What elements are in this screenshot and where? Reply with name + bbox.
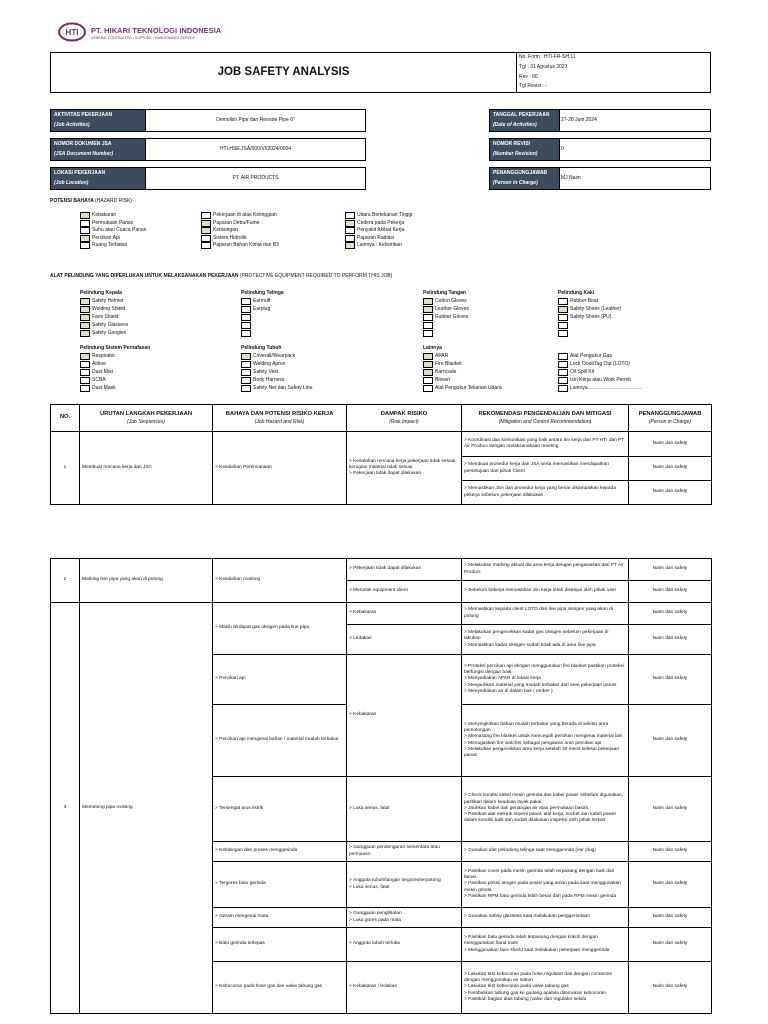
checkbox-label: Lock Oout/Tag Out (LOTO) <box>570 361 630 367</box>
location-sublabel: (Job Location) <box>54 180 89 187</box>
pic-cell: Naim dan safety <box>629 655 712 705</box>
activity-sublabel: (Job Activities) <box>54 122 90 129</box>
checkbox[interactable] <box>423 353 433 360</box>
checkbox[interactable] <box>241 298 251 305</box>
checkbox[interactable] <box>345 242 355 249</box>
checkbox[interactable] <box>423 330 433 337</box>
company-logo <box>58 22 88 42</box>
checkbox[interactable] <box>80 220 90 227</box>
docno-label-box <box>50 138 146 161</box>
checkbox-label: Percikan Api <box>92 234 120 241</box>
date-label: TANGGAL PEKERJAAN <box>493 112 550 118</box>
location-label: LOKASI PEKERJAAN <box>54 170 106 176</box>
checkbox[interactable] <box>241 314 251 321</box>
impact-cell: > Kebakaran <box>347 603 462 625</box>
checkbox[interactable] <box>423 369 433 376</box>
mitigation-cell: > Pastikan batu gerinda telah terpasang dengan kokoh dengan menggunakan hand tools > Menggunakan face shield saat melakukan pekerjaan menggerinda <box>462 928 629 962</box>
row-number: 1 <box>51 432 80 505</box>
checkbox[interactable] <box>558 330 568 337</box>
pic-cell: Naim dan safety <box>629 559 712 581</box>
pic-cell: Naim dan safety <box>629 625 712 655</box>
impact-cell: > Kebakaran <box>347 655 462 777</box>
hazard-cell: > Batu gerinda terlepas <box>213 928 347 962</box>
job-step: Memotong pipa existing <box>80 603 213 1014</box>
pic-cell: Naim dan safety <box>629 908 712 928</box>
hazard-cell: > Percikan api <box>213 655 347 705</box>
checkbox-label: Alat Pengukur Gas <box>570 353 612 359</box>
checkbox[interactable] <box>80 330 90 337</box>
form-revision: Rev : 00 <box>519 73 538 80</box>
hazard-cell: > Kebisingan dari proses menggerinda <box>213 842 347 862</box>
pic-cell: Naim dan safety <box>629 603 712 625</box>
checkbox-label: Ruang Terbatas <box>92 242 128 248</box>
checkbox-label: Blower <box>435 377 451 383</box>
revno-label-box <box>489 138 560 161</box>
checkbox-label: Safety Vest <box>253 369 279 375</box>
row-number: 2 <box>51 559 80 603</box>
mitigation-cell: > Gunakan safety glassess saat melakukan penggerindaan <box>462 908 629 928</box>
checklist-group-title: Pelindung Kepala <box>80 290 122 296</box>
activity-label: AKTIVITAS PEKERJAAN <box>54 112 113 118</box>
location-value: PT. AIR PRODUCTS <box>146 167 366 190</box>
mitigation-cell: > Menyingkirkan bahan mudah terbakar yang berada di sekitar area pemotongan > Memasang fire blanket untuk mencegah percikan mengenai material lain > Menugaskan fire watcher sebagai pengawas arah percikan api > Melakukan pengecekkan area kerja setelah 30 menit selesai pekerjaan panas <box>462 705 629 777</box>
checkbox[interactable] <box>423 377 433 384</box>
pic-sublabel: (Person in Charge) <box>493 180 538 187</box>
mitigation-cell: > Sebelum bekerja memastikan izin kerja telah disetujui oleh pihak user <box>462 581 629 603</box>
checkbox-label: Safety Shoes (PU) <box>570 314 612 320</box>
checkbox-label: Safety Googles <box>92 330 127 336</box>
table-header-row <box>51 405 712 432</box>
checkbox[interactable] <box>201 242 211 249</box>
checkbox[interactable] <box>80 353 90 360</box>
pic-cell: Naim dan safety <box>629 457 712 481</box>
revno-sublabel: (Number Revision) <box>493 151 538 158</box>
checkbox[interactable] <box>80 212 90 219</box>
checkbox-label: Alat Pengukur Tekanan Udara <box>435 385 502 391</box>
date-value: 27-28 Juni 2024 <box>560 109 711 132</box>
checkbox[interactable] <box>80 298 90 305</box>
checkbox[interactable] <box>80 385 90 392</box>
checkbox[interactable] <box>423 385 433 392</box>
checkbox-label: Cotton Gloves <box>435 298 467 304</box>
col-header-mitigation: REKOMENDASI PENGENDALIAN DAN MITIGASI (Mitigation and Control Recommendation) <box>462 405 629 432</box>
checkbox-label: Paparan Radiasi <box>357 234 394 241</box>
table-row <box>51 432 712 457</box>
table-row <box>51 559 712 581</box>
hazard-cell: > Kesalahan Perencanaan <box>213 432 347 505</box>
col-header-hazard: BAHAYA DAN POTENSI RISIKO KERJA (Job Hazard and Risk) <box>213 405 347 432</box>
checkbox[interactable] <box>558 322 568 329</box>
checklist-group-title: Pelindung Kaki <box>558 290 595 296</box>
mitigation-cell: > Koordinasi dan komunikasi yang baik antara tim kerja dari PT HTI dan PT Air Product dengan melaksanakaan meeting <box>462 432 629 457</box>
checkbox[interactable] <box>241 361 251 368</box>
checkbox[interactable] <box>201 212 211 219</box>
impact-cell: > Ledakan <box>347 625 462 655</box>
checkbox-label: Rubber Boat <box>570 298 599 304</box>
checkbox[interactable] <box>558 369 568 376</box>
checkbox[interactable] <box>241 322 251 329</box>
hazard-title: POTENSI BAHAYA <box>50 198 94 204</box>
checkbox[interactable] <box>201 235 211 242</box>
hazard-cell: > Masih terdapat gas oksigen pada line pipa <box>213 603 347 655</box>
pic-cell: Naim dan safety <box>629 842 712 862</box>
ppe-title: ALAT PELINDUNG YANG DIPERLUKAN UNTUK MELAKSANAKAN PEKERJAAN <box>50 273 239 279</box>
impact-cell: > Kebakaran / ledakan <box>347 962 462 1014</box>
pic-cell: Naim dan safety <box>629 705 712 777</box>
checkbox-label: Izin Kerja atau Work Permit <box>570 377 631 383</box>
checkbox-label: Welding Shield <box>92 306 126 312</box>
checkbox-label: Dust Mask <box>92 385 116 391</box>
jsa-table-1 <box>50 404 712 505</box>
checkbox[interactable] <box>80 369 90 376</box>
mitigation-cell: > Membuat prosedur kerja dan JSA serta memastikan mendapatkan persetujuan dari pihak Client <box>462 457 629 481</box>
location-label-box <box>50 167 146 190</box>
impact-cell: > Luka serius, fatal <box>347 777 462 842</box>
checkbox-label: Sistem Hidrolik <box>213 234 247 241</box>
checklist-group-title: Pelindung Tangan <box>423 290 466 296</box>
checkbox-label: Kebisingan <box>213 227 238 233</box>
checkbox[interactable] <box>80 361 90 368</box>
hazard-cell: > Kebocoran pada hose gas dan valve tabung gas <box>213 962 347 1014</box>
pic-cell: Naim dan safety <box>629 928 712 962</box>
svg-text:HTI: HTI <box>65 28 79 37</box>
checkbox[interactable] <box>558 298 568 305</box>
impact-cell: > Gangguan penglihatan > Luka gores pada mata <box>347 908 462 928</box>
checkbox[interactable] <box>80 227 90 234</box>
checkbox-label: SCBA <box>92 377 106 383</box>
title-box <box>50 52 711 93</box>
pic-label: PENANGGUNGJAWAB <box>493 170 548 176</box>
checkbox[interactable] <box>423 298 433 305</box>
activity-label-box <box>50 109 146 132</box>
table-row <box>51 603 712 625</box>
checkbox-label: Lainnya…………………………… <box>570 385 643 391</box>
checkbox-label: Safety Shoes (Leather) <box>570 306 622 312</box>
checkbox-label: Leather Gloves <box>435 306 469 312</box>
date-label-box <box>489 109 560 132</box>
checkbox-label: Safety Net dan Safety Line <box>253 385 313 391</box>
pic-cell: Naim dan safety <box>629 432 712 457</box>
ppe-section-title <box>50 273 392 279</box>
revno-value: 0 <box>560 138 711 161</box>
checkbox[interactable] <box>241 377 251 384</box>
col-header-impact: DAMPAK RISIKO (Risk Impact) <box>347 405 462 432</box>
pic-label-box <box>489 167 560 190</box>
col-header-no: NO. <box>51 405 80 432</box>
checkbox-label: Respirator <box>92 353 116 359</box>
docno-sublabel: (JSA Document Number) <box>54 151 113 158</box>
document-title: JOB SAFETY ANALYSIS <box>217 66 350 79</box>
form-date: Tgl : 31 Agustus 2023 <box>519 63 568 70</box>
revno-label: NOMOR REVISI <box>493 141 530 147</box>
checkbox[interactable] <box>423 322 433 329</box>
checkbox-label: Paparan Bahan Kimia dan B3 <box>213 242 279 248</box>
hazard-cell: > Kesalahan marking <box>213 559 347 603</box>
checkbox-label: Rubber Gloves <box>435 314 469 320</box>
hazard-cell: > Tersengat arus listrik <box>213 777 347 842</box>
checkbox[interactable] <box>80 322 90 329</box>
ppe-title-en: (PROTECTIVE EQUIPMENT REQUIRED TO PERFORM THIS JOB) <box>239 273 393 279</box>
checklist-group-title: Pelindung Sistem Pernafasan <box>80 345 151 351</box>
impact-cell: > Anggota tubuh terluka <box>347 928 462 962</box>
hazard-cell: > Tergores batu gerinda <box>213 862 347 908</box>
checkbox[interactable] <box>345 235 355 242</box>
checkbox-label: Dust Mist <box>92 369 113 375</box>
mitigation-cell: > Proteksi percikan api dengan menggunakan fire blanket pastikan proteksi berfungsi dengan baik. > Menyediakan APAR di lokasi kerja > Menjauhkan material yang mudah terbakar dari area pekerjaan panas > Menyediakan air di dalam bak ( ember ) <box>462 655 629 705</box>
checkbox-label: Body Harness <box>253 377 285 383</box>
mitigation-cell: > Memastikan JSA dan prosedur kerja yang benar disampaikan kepada pekerja sebelum pekerjaan dilakukan <box>462 481 629 505</box>
checkbox[interactable] <box>558 385 568 392</box>
checkbox-label: Earmuff <box>253 298 271 304</box>
checkbox[interactable] <box>241 385 251 392</box>
checkbox-label: Fire Blanket <box>435 361 462 367</box>
pic-cell: Naim dan safety <box>629 862 712 908</box>
jsa-table-2 <box>50 558 712 1014</box>
checkbox[interactable] <box>201 220 211 227</box>
checkbox[interactable] <box>345 220 355 227</box>
pic-cell: Naim dan safety <box>629 777 712 842</box>
checkbox[interactable] <box>345 227 355 234</box>
impact-cell: > Anggota tubuh/tangan tergores/terpotong > Luka serius, fatal <box>347 862 462 908</box>
checkbox[interactable] <box>241 306 251 313</box>
form-meta <box>516 53 710 92</box>
checkbox-label: Safety Helmet <box>92 298 124 304</box>
checkbox-label: Suhu atau Cuaca Panas <box>92 227 147 233</box>
mitigation-cell: > Lakukan test kebocoran pada hose,regulator dan dengan connector dengan menggunakan air sabun > Lakukan test kebocoran pada valve tabung gas > Kembalikan tabung gas ke gudang apabila ditemukan kebocoran > Pastikan bagian atas tabung (valve dan regulator selalu <box>462 962 629 1014</box>
mitigation-cell: > Pastikan cover pada mesin gerinda telah terpasang dengan baik dan benar. > Pastikan posisi tangan pada posisi yang aman pada saat menggunakan mesin grinda > Pastikan RPM batu gerinda lebih besar dari pada RPM mesin gerinda <box>462 862 629 908</box>
checkbox-label: Face Shield <box>92 314 119 320</box>
checkbox[interactable] <box>423 361 433 368</box>
checkbox[interactable] <box>80 235 90 242</box>
checkbox[interactable] <box>201 227 211 234</box>
pic-cell: Naim dan safety <box>629 962 712 1014</box>
checkbox-label: Kebakaran <box>92 212 117 218</box>
checkbox-label: Welding Apron <box>253 361 286 367</box>
checkbox[interactable] <box>80 242 90 249</box>
checkbox[interactable] <box>80 377 90 384</box>
mitigation-cell: > Melakukan marking aktual dia area kerja dengan pengawasan dari PT Air Product <box>462 559 629 581</box>
checkbox[interactable] <box>558 306 568 313</box>
row-number: 3 <box>51 603 80 1014</box>
checkbox-label: Lainnya : Kelistrikan <box>357 242 402 248</box>
checkbox-label: Safety Glassess <box>92 322 129 328</box>
checkbox-label: Oil Spill Kit <box>570 369 595 375</box>
hazard-cell: > Percikan api mengenai bahan / material mudah terbakar <box>213 705 347 777</box>
checkbox-label: Penyakit Akibat Kerja <box>357 227 405 233</box>
checkbox[interactable] <box>423 314 433 321</box>
col-header-pic: PENANGGUNGJAWAB (Person in Charge) <box>629 405 712 432</box>
mitigation-cell: > Melakukan pengecekkan kadar gas oksigen sebelum pekerjaan di lakukan > Memastikan kadar oksigen sudah tidak ada di area line pipa <box>462 625 629 655</box>
checklist-group-title: Pelindung Tubuh <box>241 345 282 351</box>
form-number: No. Form : HTI-FR-SH.11 <box>519 54 576 60</box>
checkbox[interactable] <box>558 377 568 384</box>
hazard-section-title <box>50 198 132 204</box>
date-sublabel: (Date of Activities) <box>493 122 537 129</box>
impact-cell: > Merusak equipment client <box>347 581 462 603</box>
checkbox-label: Paparan Debu/Fume <box>213 219 260 226</box>
checkbox[interactable] <box>558 353 568 360</box>
checkbox-label: Airline <box>92 361 106 367</box>
impact-cell: > Pekerjaan tidak dapat dilakukan <box>347 559 462 581</box>
checkbox[interactable] <box>558 361 568 368</box>
checkbox[interactable] <box>345 212 355 219</box>
checklist-group-title: Pelindung Telinga <box>241 290 284 296</box>
checklist-group-title: Lainnya <box>423 345 442 351</box>
form-revision-date: Tgl Revisi : - <box>519 83 547 90</box>
mitigation-cell: > Gunakan alat pelindung telinga saat menggerinda (ear plug) <box>462 842 629 862</box>
checkbox-label: Pekerjaan di atas Ketinggian <box>213 212 277 218</box>
checkbox[interactable] <box>80 314 90 321</box>
checkbox-label: Barricade <box>435 369 457 375</box>
checkbox-label: Earplug <box>253 306 271 312</box>
hazard-title-en: (HAZARD RISK) <box>95 198 132 204</box>
checkbox-label: Cedera pada Pekerja <box>357 219 405 226</box>
col-header-steps: URUTAN LANGKAH PEKERJAAN (Job Sequences) <box>80 405 213 432</box>
checkbox-label: Udara Bertekanan Tinggi <box>357 212 413 218</box>
job-step: Marking line pipa yang akan di potong <box>80 559 213 603</box>
checkbox[interactable] <box>241 330 251 337</box>
checkbox-label: APAR <box>435 353 449 359</box>
hazard-cell: > Geram mengenai mata <box>213 908 347 928</box>
docno-value: HTI.HSE.JSA/000/VI/2024/0004 <box>146 138 366 161</box>
impact-cell: > Kesalahan rencana kerja pekerjaan tidak sesuai, kerugian material tidak sesuai > Pekerjaan tidak dapat dilakukan <box>347 432 462 505</box>
pic-cell: Naim dan safety <box>629 581 712 603</box>
checkbox-label: Coverall/Wearpack <box>253 353 296 359</box>
docno-label: NOMOR DOKUMEN JSA <box>54 141 112 147</box>
checkbox[interactable] <box>558 314 568 321</box>
impact-cell: > Gangguan pendengaran sementara atau permanen <box>347 842 462 862</box>
checkbox[interactable] <box>241 369 251 376</box>
company-tagline: GENERAL CONTRACTOR • SUPPLIER • MAINTENANCE SERVICE <box>91 36 196 40</box>
mitigation-cell: > Memastikan kepada client LOTO dari line pipa oksigen yang akan di potong <box>462 603 629 625</box>
mitigation-cell: > Check kondisi kabel mesin gerinda dan kabel power sebelum digunakan, pastikan dalam keadaan layak pakai > Jauhkan kabel dari genangan air atau permukaan basah. > Pastikan alat elektrik seperti panel, alat kerja, socket dan kabel power dalam kondisi baik dan sudah dilakukan inspeksi oleh pihak terkait <box>462 777 629 842</box>
checkbox[interactable] <box>241 353 251 360</box>
job-step: Membuat rencana kerja dan JSA <box>80 432 213 505</box>
checkbox[interactable] <box>80 306 90 313</box>
pic-value: MJ Naim <box>560 167 711 190</box>
activity-value: Demolish Pipe dan Reroute Pipe 6" <box>146 109 366 132</box>
company-name: PT. HIKARI TEKNOLOGI INDONESIA <box>91 26 222 35</box>
checkbox[interactable] <box>423 306 433 313</box>
checkbox-label: Permukaan Panas <box>92 219 134 226</box>
pic-cell: Naim dan safety <box>629 481 712 505</box>
